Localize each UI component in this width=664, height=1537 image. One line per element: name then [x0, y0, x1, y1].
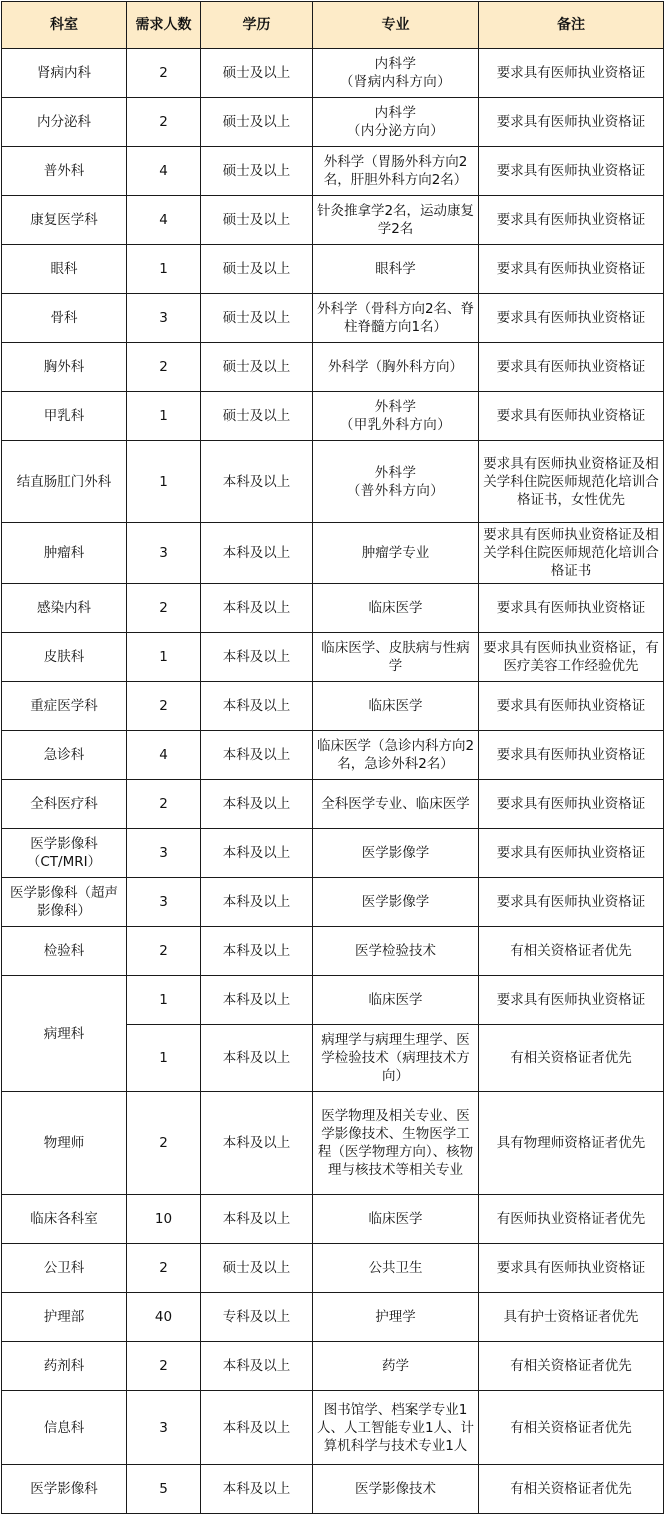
department-cell: 医学影像科 （CT/MRI）: [2, 829, 127, 878]
remarks-cell: 要求具有医师执业资格证: [479, 976, 664, 1025]
education-cell: 硕士及以上: [201, 392, 313, 441]
major-cell: 肿瘤学专业: [313, 523, 479, 584]
headcount-cell: 4: [127, 196, 201, 245]
department-cell: 骨科: [2, 294, 127, 343]
remarks-cell: 要求具有医师执业资格证: [479, 829, 664, 878]
headcount-cell: 1: [127, 976, 201, 1025]
recruitment-table: [1, 1, 664, 1514]
table-row: [2, 523, 664, 584]
department-cell: 急诊科: [2, 731, 127, 780]
table-row: [2, 829, 664, 878]
table-row: [2, 682, 664, 731]
remarks-cell: 具有护士资格证者优先: [479, 1293, 664, 1342]
headcount-cell: 2: [127, 1342, 201, 1391]
department-cell: 重症医学科: [2, 682, 127, 731]
department-cell: 结直肠肛门外科: [2, 441, 127, 523]
education-cell: 本科及以上: [201, 1391, 313, 1465]
headcount-cell: 3: [127, 829, 201, 878]
table-row: [2, 392, 664, 441]
department-cell: 药剂科: [2, 1342, 127, 1391]
education-cell: 硕士及以上: [201, 1244, 313, 1293]
major-cell: 临床医学: [313, 976, 479, 1025]
education-cell: 本科及以上: [201, 927, 313, 976]
department-cell: 病理科: [2, 976, 127, 1092]
department-cell: 物理师: [2, 1092, 127, 1195]
remarks-cell: 要求具有医师执业资格证及相关学科住院医师规范化培训合格证书: [479, 523, 664, 584]
table-row: [2, 976, 664, 1025]
department-cell: 甲乳科: [2, 392, 127, 441]
education-cell: 本科及以上: [201, 1465, 313, 1514]
education-cell: 本科及以上: [201, 1025, 313, 1092]
headcount-cell: 4: [127, 731, 201, 780]
remarks-cell: 要求具有医师执业资格证: [479, 392, 664, 441]
department-cell: 临床各科室: [2, 1195, 127, 1244]
department-cell: 普外科: [2, 147, 127, 196]
major-cell: 临床医学: [313, 584, 479, 633]
department-cell: 肾病内科: [2, 49, 127, 98]
remarks-cell: 有相关资格证者优先: [479, 1025, 664, 1092]
remarks-cell: 要求具有医师执业资格证: [479, 245, 664, 294]
department-cell: 全科医疗科: [2, 780, 127, 829]
table-row: [2, 245, 664, 294]
remarks-cell: 要求具有医师执业资格证: [479, 682, 664, 731]
major-cell: 临床医学: [313, 682, 479, 731]
major-cell: 外科学（胸外科方向）: [313, 343, 479, 392]
remarks-cell: 要求具有医师执业资格证: [479, 49, 664, 98]
education-cell: 本科及以上: [201, 1342, 313, 1391]
major-cell: 临床医学、皮肤病与性病学: [313, 633, 479, 682]
major-cell: 眼科学: [313, 245, 479, 294]
education-cell: 硕士及以上: [201, 49, 313, 98]
remarks-cell: 要求具有医师执业资格证: [479, 584, 664, 633]
remarks-cell: 有医师执业资格证者优先: [479, 1195, 664, 1244]
remarks-cell: 要求具有医师执业资格证: [479, 147, 664, 196]
table-row: [2, 1195, 664, 1244]
department-cell: 康复医学科: [2, 196, 127, 245]
department-cell: 检验科: [2, 927, 127, 976]
table-row: [2, 780, 664, 829]
headcount-cell: 2: [127, 343, 201, 392]
table-row: [2, 584, 664, 633]
education-cell: 本科及以上: [201, 731, 313, 780]
table-row: [2, 441, 664, 523]
table-row: [2, 196, 664, 245]
education-cell: 本科及以上: [201, 633, 313, 682]
major-cell: 药学: [313, 1342, 479, 1391]
education-cell: 本科及以上: [201, 878, 313, 927]
headcount-cell: 4: [127, 147, 201, 196]
education-cell: 硕士及以上: [201, 343, 313, 392]
table-row: [2, 878, 664, 927]
education-cell: 本科及以上: [201, 976, 313, 1025]
headcount-cell: 2: [127, 927, 201, 976]
remarks-cell: 要求具有医师执业资格证: [479, 98, 664, 147]
education-cell: 本科及以上: [201, 829, 313, 878]
major-cell: 医学影像学: [313, 878, 479, 927]
headcount-cell: 10: [127, 1195, 201, 1244]
table-row: [2, 49, 664, 98]
headcount-cell: 3: [127, 294, 201, 343]
department-cell: 医学影像科（超声影像科）: [2, 878, 127, 927]
department-cell: 皮肤科: [2, 633, 127, 682]
education-cell: 硕士及以上: [201, 245, 313, 294]
remarks-cell: 具有物理师资格证者优先: [479, 1092, 664, 1195]
headcount-cell: 1: [127, 245, 201, 294]
major-cell: 全科医学专业、临床医学: [313, 780, 479, 829]
major-cell: 病理学与病理生理学、医学检验技术（病理技术方向）: [313, 1025, 479, 1092]
header-row: [2, 2, 664, 49]
education-cell: 本科及以上: [201, 523, 313, 584]
table-row: [2, 343, 664, 392]
department-cell: 感染内科: [2, 584, 127, 633]
remarks-cell: 要求具有医师执业资格证: [479, 1244, 664, 1293]
education-cell: 专科及以上: [201, 1293, 313, 1342]
remarks-cell: 要求具有医师执业资格证，有医疗美容工作经验优先: [479, 633, 664, 682]
department-cell: 胸外科: [2, 343, 127, 392]
department-cell: 医学影像科: [2, 1465, 127, 1514]
headcount-cell: 5: [127, 1465, 201, 1514]
headcount-cell: 40: [127, 1293, 201, 1342]
headcount-cell: 1: [127, 633, 201, 682]
headcount-cell: 3: [127, 878, 201, 927]
major-cell: 外科学 （普外科方向）: [313, 441, 479, 523]
education-cell: 本科及以上: [201, 1195, 313, 1244]
remarks-cell: 要求具有医师执业资格证: [479, 294, 664, 343]
headcount-cell: 2: [127, 49, 201, 98]
table-row: [2, 1293, 664, 1342]
major-cell: 医学物理及相关专业、医学影像技术、生物医学工程（医学物理方向）、核物理与核技术等相关专业: [313, 1092, 479, 1195]
remarks-cell: 有相关资格证者优先: [479, 927, 664, 976]
headcount-cell: 3: [127, 523, 201, 584]
table-row: [2, 1342, 664, 1391]
header-headcount: 需求人数: [127, 2, 201, 49]
headcount-cell: 2: [127, 98, 201, 147]
headcount-cell: 2: [127, 780, 201, 829]
department-cell: 肿瘤科: [2, 523, 127, 584]
remarks-cell: 有相关资格证者优先: [479, 1391, 664, 1465]
education-cell: 本科及以上: [201, 682, 313, 731]
header-department: 科室: [2, 2, 127, 49]
headcount-cell: 3: [127, 1391, 201, 1465]
department-cell: 信息科: [2, 1391, 127, 1465]
remarks-cell: 有相关资格证者优先: [479, 1465, 664, 1514]
major-cell: 内科学 （内分泌方向）: [313, 98, 479, 147]
remarks-cell: 要求具有医师执业资格证: [479, 731, 664, 780]
header-education: 学历: [201, 2, 313, 49]
department-cell: 公卫科: [2, 1244, 127, 1293]
remarks-cell: 有相关资格证者优先: [479, 1342, 664, 1391]
education-cell: 硕士及以上: [201, 196, 313, 245]
remarks-cell: 要求具有医师执业资格证: [479, 343, 664, 392]
headcount-cell: 1: [127, 392, 201, 441]
major-cell: 医学检验技术: [313, 927, 479, 976]
table-row: [2, 1244, 664, 1293]
table-row: [2, 1391, 664, 1465]
header-major: 专业: [313, 2, 479, 49]
table-row: [2, 731, 664, 780]
remarks-cell: 要求具有医师执业资格证及相关学科住院医师规范化培训合格证书，女性优先: [479, 441, 664, 523]
department-cell: 眼科: [2, 245, 127, 294]
headcount-cell: 2: [127, 682, 201, 731]
headcount-cell: 2: [127, 1244, 201, 1293]
headcount-cell: 1: [127, 441, 201, 523]
education-cell: 本科及以上: [201, 780, 313, 829]
major-cell: 临床医学（急诊内科方向2名，急诊外科2名）: [313, 731, 479, 780]
education-cell: 硕士及以上: [201, 294, 313, 343]
table-row: [2, 633, 664, 682]
major-cell: 内科学 （肾病内科方向）: [313, 49, 479, 98]
headcount-cell: 2: [127, 584, 201, 633]
major-cell: 针灸推拿学2名，运动康复学2名: [313, 196, 479, 245]
department-cell: 护理部: [2, 1293, 127, 1342]
department-cell: 内分泌科: [2, 98, 127, 147]
remarks-cell: 要求具有医师执业资格证: [479, 878, 664, 927]
education-cell: 硕士及以上: [201, 98, 313, 147]
table-row: [2, 294, 664, 343]
major-cell: 医学影像技术: [313, 1465, 479, 1514]
headcount-cell: 1: [127, 1025, 201, 1092]
major-cell: 图书馆学、档案学专业1人、人工智能专业1人、计算机科学与技术专业1人: [313, 1391, 479, 1465]
remarks-cell: 要求具有医师执业资格证: [479, 780, 664, 829]
major-cell: 外科学（骨科方向2名、脊柱脊髓方向1名）: [313, 294, 479, 343]
major-cell: 公共卫生: [313, 1244, 479, 1293]
table-row: [2, 1465, 664, 1514]
major-cell: 外科学 （甲乳外科方向）: [313, 392, 479, 441]
major-cell: 外科学（胃肠外科方向2名，肝胆外科方向2名）: [313, 147, 479, 196]
table-row: [2, 147, 664, 196]
table-row: [2, 98, 664, 147]
remarks-cell: 要求具有医师执业资格证: [479, 196, 664, 245]
education-cell: 本科及以上: [201, 441, 313, 523]
major-cell: 医学影像学: [313, 829, 479, 878]
education-cell: 硕士及以上: [201, 147, 313, 196]
header-remarks: 备注: [479, 2, 664, 49]
table-row: [2, 1092, 664, 1195]
table-row: [2, 927, 664, 976]
major-cell: 临床医学: [313, 1195, 479, 1244]
education-cell: 本科及以上: [201, 1092, 313, 1195]
major-cell: 护理学: [313, 1293, 479, 1342]
headcount-cell: 2: [127, 1092, 201, 1195]
education-cell: 本科及以上: [201, 584, 313, 633]
